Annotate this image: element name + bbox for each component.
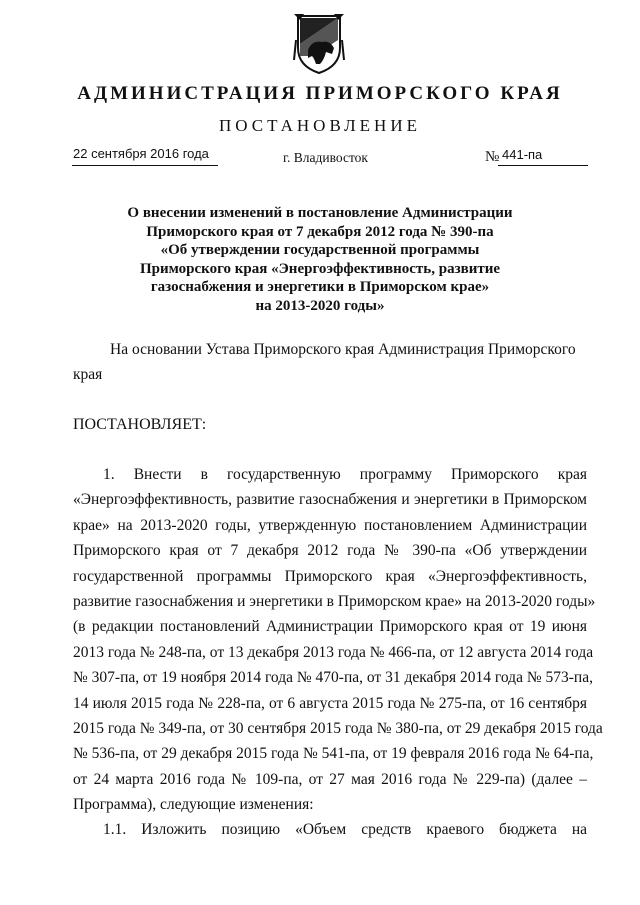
body-line: от 24 марта 2016 года № 109-па, от 27 мая 2016 года № 229-па) (далее – [73, 770, 587, 788]
body-line: (в редакции постановлений Администрации Приморского края от 19 июня [73, 618, 587, 636]
body-line: Программа), следующие изменения: [73, 796, 314, 814]
body-line: 2013 года № 248-па, от 13 декабря 2013 года № 466-па, от 12 августа 2014 года [73, 643, 594, 661]
number-prefix: № [485, 149, 500, 165]
body-line: государственной программы Приморского края «Энергоэффективность, [73, 567, 587, 585]
basis-paragraph: На основании Устава Приморского края Администрация Приморского [110, 341, 576, 358]
title-line: на 2013-2020 годы» [255, 297, 385, 314]
body-line: «Энергоэффективность, развитие газоснабжения и энергетики в Приморском [73, 491, 587, 509]
title-line: Приморского края от 7 декабря 2012 года № 390-па [146, 223, 494, 240]
body-line: развитие газоснабжения и энергетики в Приморском крае» на 2013-2020 годы» [73, 592, 596, 610]
body-line: 14 июля 2015 года № 228-па, от 6 августа 2015 года № 275-па, от 16 сентября [73, 694, 587, 712]
document-date: 22 сентября 2016 года [73, 146, 209, 161]
decree-heading: ПОСТАНОВЛЯЕТ: [73, 416, 207, 433]
coat-of-arms-emblem [290, 10, 348, 76]
organization-name: АДМИНИСТРАЦИЯ ПРИМОРСКОГО КРАЯ [77, 83, 563, 104]
body-line: 1. Внести в государственную программу Приморского края [103, 466, 587, 483]
document-type: ПОСТАНОВЛЕНИЕ [218, 116, 421, 135]
body-line: Приморского края от 7 декабря 2012 года № 390-па «Об утверждении [73, 542, 587, 560]
body-line: 2015 года № 349-па, от 30 сентября 2015 года № 380-па, от 29 декабря 2015 года [73, 719, 603, 737]
document-city: г. Владивосток [283, 150, 368, 165]
title-line: Приморского края «Энергоэффективность, развитие [139, 260, 501, 277]
body-line: крае» на 2013-2020 годы, утвержденную постановлением Администрации [73, 516, 587, 534]
title-line: газоснабжения и энергетики в Приморском крае» [150, 279, 490, 295]
body-line: № 307-па, от 19 ноября 2014 года № 470-па, от 31 декабря 2014 года № 573-па, [73, 669, 593, 687]
document-title [60, 204, 580, 315]
body-line: 1.1. Изложить позицию «Объем средств краевого бюджета на [103, 821, 587, 839]
date-underline [72, 165, 218, 166]
body-line: № 536-па, от 29 декабря 2015 года № 541-па, от 19 февраля 2016 года № 64-па, [73, 745, 594, 763]
title-line: О внесении изменений в постановление Администрации [127, 205, 513, 221]
basis-paragraph-continuation: края [73, 366, 103, 383]
title-line: «Об утверждении государственной программы [160, 242, 480, 258]
body-text [73, 462, 603, 843]
number-underline [498, 165, 588, 166]
document-number: 441-па [502, 147, 543, 162]
